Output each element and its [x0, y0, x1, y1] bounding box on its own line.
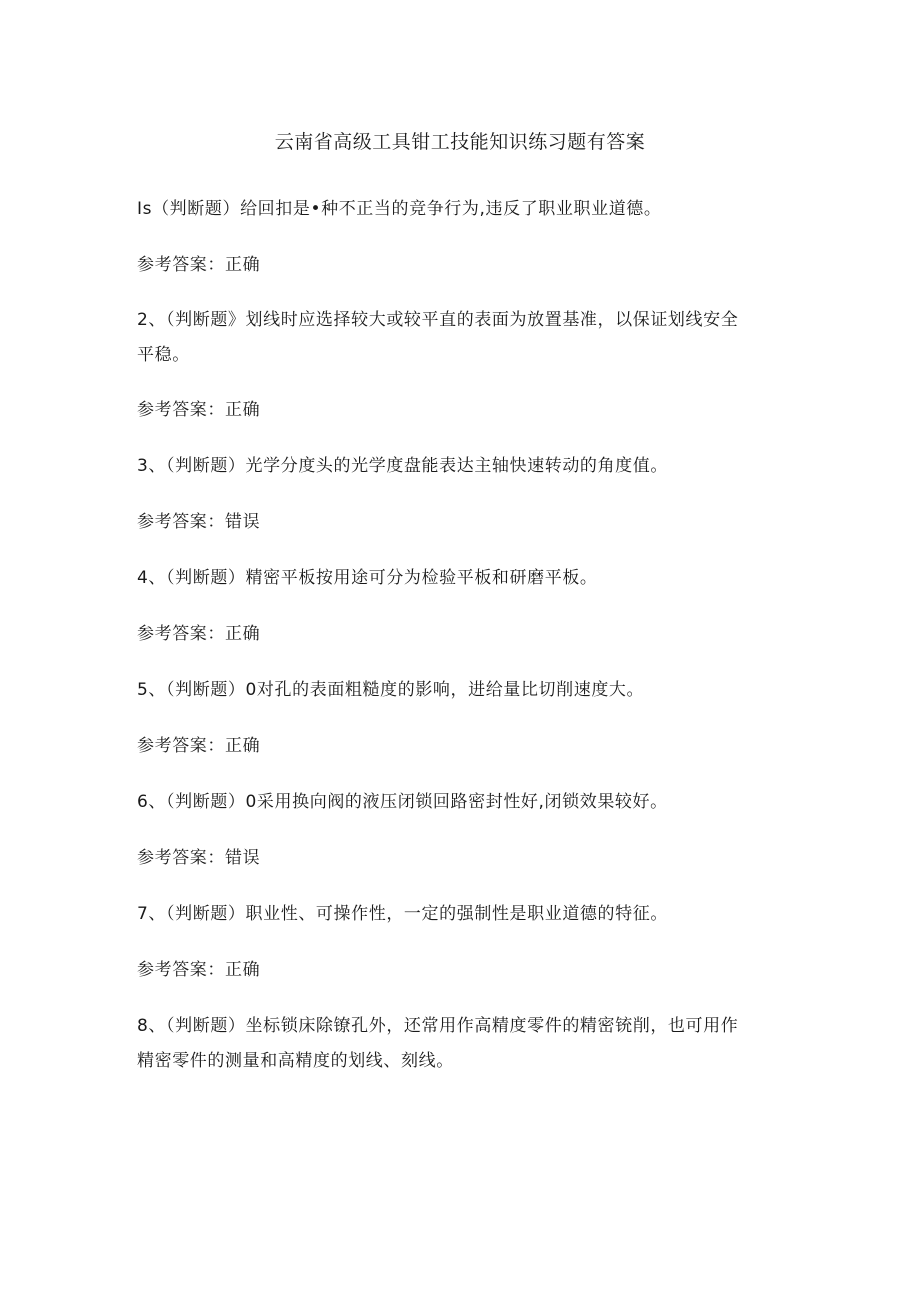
- answer-7-text: 参考答案：正确: [137, 960, 261, 980]
- question-2-text-line-2: 平稳。: [137, 345, 190, 365]
- question-1-text: Is（判断题）给回扣是•种不正当的竞争行为,违反了职业职业道德。: [137, 199, 662, 219]
- answer-4-text: 参考答案：正确: [137, 624, 261, 644]
- answer-5-text: 参考答案：正确: [137, 736, 261, 756]
- document-title: 云南省高级工具钳工技能知识练习题有答案: [274, 131, 646, 153]
- answer-2-text: 参考答案：正确: [137, 400, 261, 420]
- question-4-text: 4、（判断题）精密平板按用途可分为检验平板和研磨平板。: [137, 568, 598, 588]
- question-8-text-line-2: 精密零件的测量和高精度的划线、刻线。: [137, 1051, 454, 1071]
- question-7-text: 7、（判断题）职业性、可操作性，一定的强制性是职业道德的特征。: [137, 904, 668, 924]
- answer-3-text: 参考答案：错误: [137, 512, 261, 532]
- answer-6-text: 参考答案：错误: [137, 848, 261, 868]
- question-5-text: 5、（判断题）0对孔的表面粗糙度的影响，进给量比切削速度大。: [137, 680, 645, 700]
- answer-1-text: 参考答案：正确: [137, 255, 261, 275]
- question-6-text: 6、（判断题）0采用换向阀的液压闭锁回路密封性好,闭锁效果较好。: [137, 792, 668, 812]
- question-3-text: 3、（判断题）光学分度头的光学度盘能表达主轴快速转动的角度值。: [137, 456, 668, 476]
- question-2-text-line-1: 2、（判断题》划线时应选择较大或较平直的表面为放置基准，以保证划线安全: [137, 310, 739, 330]
- question-8-text-line-1: 8、（判断题）坐标锁床除镣孔外，还常用作高精度零件的精密铳削，也可用作: [137, 1016, 739, 1036]
